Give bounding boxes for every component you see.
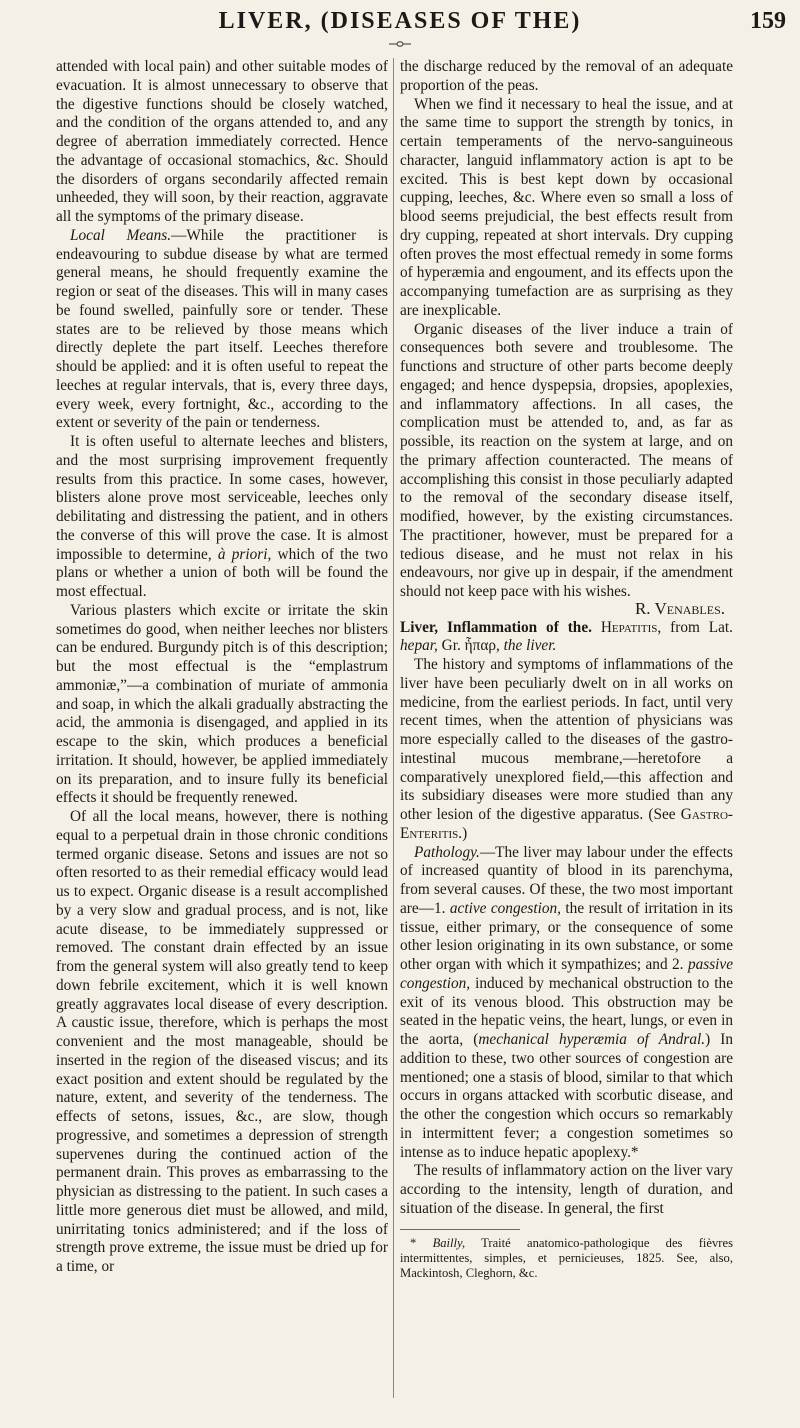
paragraph: Various plasters which excite or irritate the skin sometimes do good, when neither leeches nor blisters can be endured. Burgundy pitch is of this description; but the most effectual is the “emplastrum ammoniæ,”—a combination of muriate of ammonia and soap, in which the alkali gradually abstracting the acid, the ammonia is disengaged, and applied in its escape to the skin, which produces a beneficial irritation. It should, however, be applied immediately on its preparation, and to insure fully its beneficial effects it should be frequently renewed. — [56, 601, 388, 807]
ornament-icon — [388, 40, 412, 48]
entry-heading-line — [400, 619, 733, 657]
paragraph: the discharge reduced by the removal of an adequate proportion of the peas. — [400, 58, 733, 94]
paragraph — [400, 656, 733, 844]
entry-term: Hepatitis, — [600, 618, 662, 636]
paragraph-text: The history and symptoms of inflammations of the liver have been peculiarly dwelt on in all works on medicine, from the earliest periods. In fact, until very recent times, when the attention of physicians was more especially called to the diseases of the gastro-intestinal mucous membrane,—heretofore a comparatively unexplored field,—this affection and its subsidiary diseases were more studied than any other lesion of the digestive apparatus. (See — [400, 656, 733, 823]
paragraph: attended with local pain) and other suitable modes of evacuation. It is almost unnecessary to observe that the digestive functions should be closely watched, and the condition of the organs attended to, and any degree of aberration immediately corrected. Hence the advantage of occasional stomachics, &c. Should the disorders of organs secondarily affected remain unheeded, they will soon, by their reaction, aggravate all the symptoms of the primary disease. — [56, 58, 388, 225]
paragraph: Of all the local means, however, there is nothing equal to a perpetual drain in those chronic conditions termed organic disease. Setons and issues are not so often resorted to as their remedial efficacy would lead us to expect. Organic disease is a result accomplished by a very slow and gradual process, and is not, like acute disease, to be immediately suppressed or removed. The constant drain effected by an issue from the general system will also greatly tend to keep down febrile excitement, which it is well known greatly aggravates local disease of every description. A caustic issue, therefore, which is perhaps the most convenient and the most manageable, should be inserted in the region of the diseased viscus; and its exact position and extent should be regulated by the nature, extent, and severity of the tenderness. The effects of setons, issues, &c., are slow, though progressive, and sometimes a depression of strength supervenes during the continued action of the permanent drain. This proves as embarrassing to the physician as distressing to the patient. In such cases a little more generous diet must be allowed, and mild, unirritating tonics administered; and if the loss of strength prove extreme, the issue must be dried up for a time, or — [56, 808, 388, 1275]
page-number: 159 — [750, 8, 786, 34]
cross-reference: Gastro-Enteritis. — [400, 806, 733, 842]
paragraph-pathology — [400, 844, 733, 1163]
paragraph-text: —While the practitioner is endeavouring to subdue disease by what are termed general means, he should frequently examine the region or seat of the diseases. This will in many cases be found swelled, painfully sore or tender. These states are to be relieved by those means which directly deplete the part itself. Leeches therefore should be applied: and it is often useful to repeat the leeches at regular intervals, that is, every three days, every week, every fortnight, &c., according to the extent or severity of the pain or tenderness. — [56, 226, 388, 432]
author-signature: R. Venables. — [634, 598, 725, 618]
etymology-latin: hepar, — [400, 637, 438, 655]
italic-term: passive congestion, — [400, 956, 733, 992]
paragraph-text: —The liver may labour under the effects of increased quantity of blood in its parenchyma, from several causes. Of these, the two most important are—1. — [400, 843, 733, 917]
paragraph-text: It is often useful to alternate leeches and blisters, and the most surprising improvement frequently results from this practice. In some cases, however, blisters alone prove most serviceable, leeches only debilitating and distressing the patient, and in others the converse of this will prove the case. It is almost impossible to determine, — [56, 433, 388, 563]
paragraph-text: induced by mechanical obstruction to the exit of its venous blood. This obstruction may be seated in the hepatic veins, the heart, lungs, or even in the aorta, ( — [400, 974, 733, 1048]
footnote-author: Bailly, — [432, 1235, 466, 1250]
paragraph-text: ) In addition to these, two other sources of congestion are mentioned; one a stasis of blood, similar to that which occurs in organs attacked with scorbutic disease, and the other the congestion which occurs so remarkably in intermittent fever; a congestion sometimes so intense as to induce hepatic apoplexy.* — [400, 1031, 733, 1161]
section-label-local-means: Local Means. — [70, 226, 172, 244]
paragraph: When we find it necessary to heal the issue, and at the same time to support the strength by tonics, in certain temperaments of the nervo-sanguineous character, languid inflammatory action is apt to be excited. This is best kept down by occasional cupping, leeches, &c. Where even so small a loss of blood seems prejudicial, the best effects result from dry cupping, repeated at short intervals. Dry cupping often proves the most effectual remedy in some forms of hyperæmia and engoument, and its effects upon the accompanying tumefaction are as surprising as they are inexplicable. — [400, 95, 733, 319]
paragraph: The results of inflammatory action on the liver vary according to the intensity, length of duration, and situation of the disease. In general, the first — [400, 1162, 733, 1217]
column-divider — [393, 58, 394, 1398]
etymology-text: from Lat. — [670, 618, 733, 636]
paragraph — [56, 433, 388, 602]
etymology-text: Gr. ἧπαρ, — [437, 637, 504, 655]
footnote-marker: * — [410, 1235, 433, 1250]
entry-title: Liver, Inflammation of the. — [400, 618, 592, 636]
italic-term: active congestion, — [449, 899, 561, 917]
paragraph-text: which of the two plans or whether a union of both will be found the most effectual. — [56, 545, 388, 600]
paragraph: Organic diseases of the liver induce a train of consequences both severe and troublesome. The functions and structure of other parts become deeply engaged; and hence dyspepsia, dropsies, apoplexies, and inflammatory affections. In all cases, the complication must be attended to, and, as far as possible, its reaction on the system at large, and on the primary affection counteracted. The means of accomplishing this consist in those peculiarly adapted to the removal of the secondary disease itself, modified, however, by the existing circumstances. The practitioner, however, must be prepared for a tedious disease, and he must not relax in his endeavours, nor give up in despair, if the amendment should not keep pace with his wishes. — [400, 320, 733, 600]
footnote-text: Traité anatomico-pathologique des fièvres intermittentes, simples, et pernicieuses, 1825. See, also, Mackintosh, Cleghorn, &c. — [400, 1235, 733, 1280]
right-column — [400, 58, 733, 1281]
italic-term: à priori, — [217, 545, 272, 563]
paragraph-text: the result of irritation in its tissue, either primary, or the consequence of some other lesion originating in its own substance, or some other organ with which it sympathizes; and 2. — [400, 899, 733, 973]
footnote — [400, 1236, 733, 1281]
page-header — [0, 8, 800, 52]
footnote-rule — [400, 1229, 520, 1230]
left-column — [56, 58, 388, 1277]
etymology-gloss: the liver. — [503, 637, 557, 655]
italic-term: mechanical hyperæmia of Andral. — [478, 1031, 706, 1048]
paragraph-local-means — [56, 227, 388, 433]
paragraph-text: ) — [462, 824, 468, 842]
section-label-pathology: Pathology. — [414, 843, 480, 861]
running-head: LIVER, (DISEASES OF THE) — [218, 8, 582, 34]
